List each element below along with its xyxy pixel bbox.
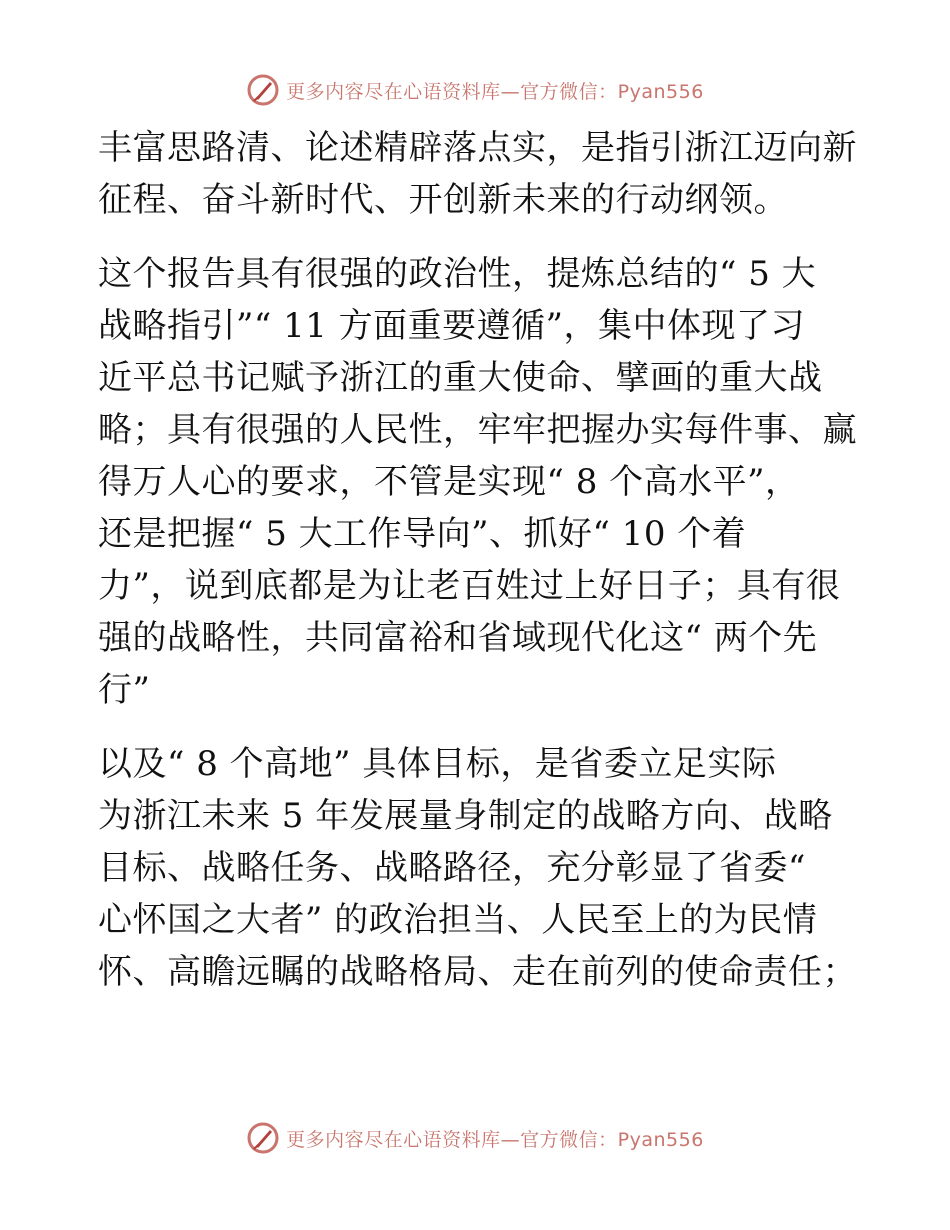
text-line: 目标、战略任务、战略路径，充分彰显了省委“ xyxy=(98,848,806,888)
document-body xyxy=(98,122,858,998)
text-line: 心怀国之大者” 的政治担当、人民至上的为民情 xyxy=(98,900,818,940)
quill-logo-icon xyxy=(246,1121,280,1155)
text-line: 战略指引”“ 11 方面重要遵循”，集中体现了习 xyxy=(98,306,806,346)
text-line: 征程、奋斗新时代、开创新未来的行动纲领。 xyxy=(98,180,788,220)
text-line: 这个报告具有很强的政治性，提炼总结的“ 5 大 xyxy=(98,254,817,294)
text-line: 怀、高瞻远瞩的战略格局、走在前列的使命责任； xyxy=(98,952,857,992)
paragraph xyxy=(98,738,858,998)
text-line: 丰富思路清、论述精辟落点实，是指引浙江迈向新 xyxy=(98,128,857,168)
quill-logo-icon xyxy=(246,73,280,107)
text-line: 以及“ 8 个高地” 具体目标，是省委立足实际 xyxy=(98,744,777,784)
text-line: 力”，说到底都是为让老百姓过上好日子；具有很 xyxy=(98,566,841,606)
paragraph xyxy=(98,122,858,226)
text-line: 得万人心的要求，不管是实现“ 8 个高水平”， xyxy=(98,462,800,502)
text-line: 略；具有很强的人民性，牢牢把握办实每件事、赢 xyxy=(98,410,857,450)
text-line: 强的战略性，共同富裕和省域现代化这“ 两个先 xyxy=(98,618,818,658)
text-line: 为浙江未来 5 年发展量身制定的战略方向、战略 xyxy=(98,796,833,836)
footer-watermark xyxy=(0,1118,950,1158)
watermark-text: 更多内容尽在心语资料库—官方微信：Pyan556 xyxy=(286,1128,704,1151)
text-line: 近平总书记赋予浙江的重大使命、擘画的重大战 xyxy=(98,358,823,398)
paragraph xyxy=(98,248,858,716)
text-line: 还是把握“ 5 大工作导向”、抓好“ 10 个着 xyxy=(98,514,747,554)
watermark-text: 更多内容尽在心语资料库—官方微信：Pyan556 xyxy=(286,80,704,103)
header-watermark xyxy=(0,70,950,110)
text-line: 行” xyxy=(98,670,151,710)
